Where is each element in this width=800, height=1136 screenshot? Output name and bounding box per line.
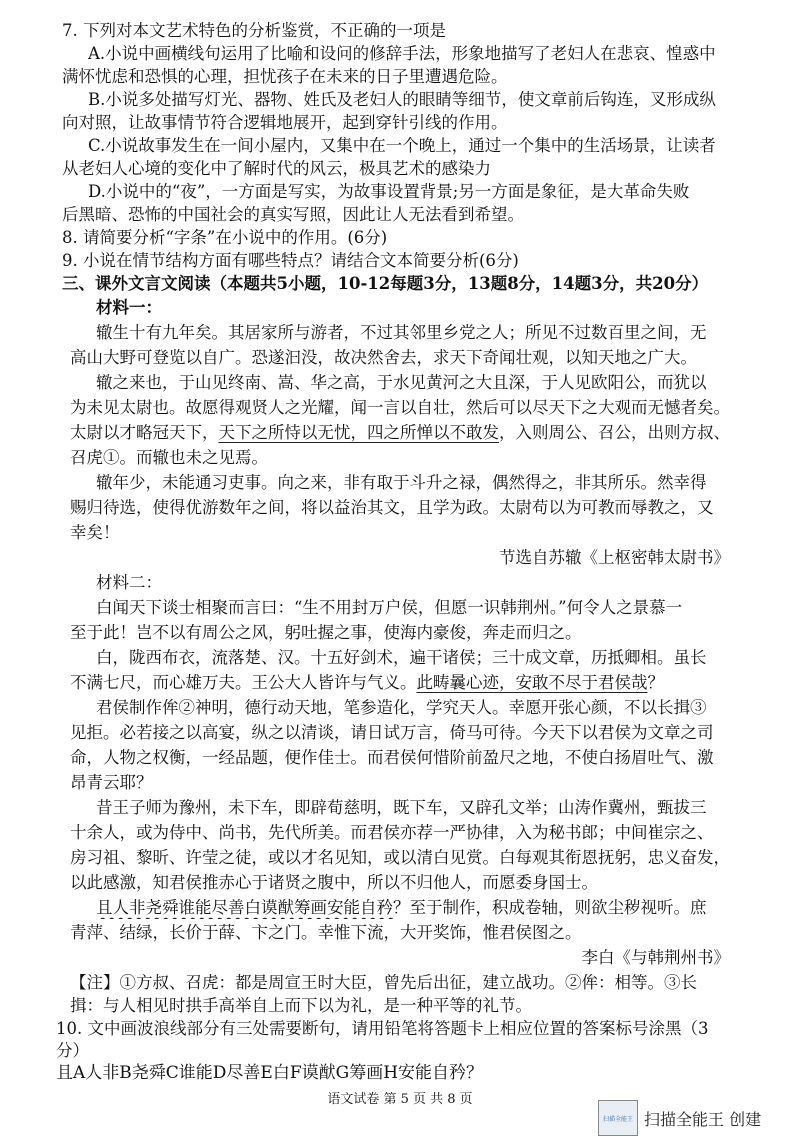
- wavy-underlined-passage: 且人非尧舜谁能尽善白谟猷筹画安能自矜: [96, 898, 393, 917]
- material-1-p2-line2: 为未见太尉也。故愿得观贤人之光耀，闻一言以自壮，然后可以尽天下之大观而无憾者矣。: [70, 398, 730, 417]
- material-2-p4-line2: 十余人，或为侍中、尚书，先代所美。而君侯亦荐一严协律，入为秘书郎；中间崔宗之、: [70, 823, 714, 842]
- note-line2: 揖：与人相见时拱手高举自上而下以为礼，是一种平等的礼节。: [70, 996, 532, 1015]
- material-2-p3-line4: 昂青云耶？: [70, 773, 153, 792]
- material-1-p3-line1: 辙年少，未能通习吏事。向之来，非有取于斗升之禄，偶然得之，非其所乐。然幸得: [96, 473, 707, 492]
- material-1-p3-line3: 幸矣！: [70, 523, 120, 542]
- camscanner-text: 扫描全能王 创建: [644, 1109, 762, 1129]
- material-1-p2-line3-post: ，入则周公、召公，出则方叔、: [499, 423, 730, 442]
- q10-line1: 10. 文中画波浪线部分有三处需要断句，请用铅笔将答题卡上相应位置的答案标号涂黑（3: [56, 1019, 709, 1038]
- section-3-heading: 三、课外文言文阅读（本题共5小题，10-12每题3分，13题8分，14题3分，共20分）: [62, 274, 709, 293]
- material-2-p2-line2-pre: 不满七尺，而心雄万夫。王公大人皆许与气义。: [70, 673, 417, 692]
- material-1-p2-line4: 召虎①。而辙也未之见焉。: [70, 448, 268, 467]
- material-1-p2-line3-pre: 太尉以才略冠天下，: [70, 423, 219, 442]
- camscanner-stamp: [598, 1100, 761, 1136]
- camscanner-logo-icon: 扫描全能王: [598, 1100, 638, 1136]
- material-2-p3-line3: 命，人物之权衡，一经品题，便作佳士。而君侯何惜阶前盈尺之地，不使白扬眉吐气、激: [70, 748, 714, 767]
- material-1-p1-line1: 辙生十有九年矣。其居家所与游者，不过其邻里乡党之人；所见不过数百里之间，无: [96, 323, 707, 342]
- material-2-p1-line1: 白闻天下谈士相聚而言曰：“生不用封万户侯，但愿一识韩荆州。”何令人之景慕一: [96, 598, 683, 617]
- q7-option-d-line1: D.小说中的“夜”，一方面是写实，为故事设置背景;另一方面是象征，是大革命失败: [88, 182, 690, 201]
- q9: 9. 小说在情节结构方面有哪些特点？请结合文本简要分析(6分): [62, 251, 519, 270]
- q7-option-c-line1: C.小说故事发生在一间小屋内，又集中在一个晚上，通过一个集中的生活场景，让读者: [88, 136, 716, 155]
- material-2-p3-line2: 见拒。必若接之以高宴，纵之以清谈，请日试万言，倚马可待。今天下以君侯为文章之司: [70, 723, 714, 742]
- q7-stem: 7. 下列对本文艺术特色的分析鉴赏，不正确的一项是: [62, 21, 446, 40]
- material-1-heading: 材料一：: [96, 298, 162, 317]
- material-2-p3-line1: 君侯制作侔②神明，德行动天地，笔参造化，学究天人。幸愿开张心颜，不以长揖③: [96, 698, 707, 717]
- page-footer: 语文试卷 第 5 页 共 8 页: [327, 1092, 473, 1107]
- q7-option-b-line2: 向对照，让故事情节符合逻辑地展开，起到穿针引线的作用。: [62, 113, 508, 132]
- q8: 8. 请简要分析“字条”在小说中的作用。(6分): [62, 228, 388, 247]
- material-1-p2-line1: 辙之来也，于山见终南、嵩、华之高，于水见黄河之大且深，于人见欧阳公，而犹以: [96, 373, 707, 392]
- material-2-p1-line2: 至于此！岂不以有周公之风，躬吐握之事，使海内豪俊，奔走而归之。: [70, 623, 582, 642]
- q7-option-b-line1: B.小说多处描写灯光、器物、姓氏及老妇人的眼睛等细节，使文章前后钩连，叉形成纵: [88, 90, 716, 109]
- material-2-p4-line4: 以此感激，知君侯推赤心于诸贤之腹中，所以不归他人，而愿委身国士。: [70, 873, 598, 892]
- material-2-p4-line1: 昔王子师为豫州，未下车，即辟荀慈明，既下车，又辟孔文举；山涛作冀州，甄拔三: [96, 798, 707, 817]
- q7-option-a-line1: A.小说中画横线句运用了比喻和设问的修辞手法，形象地描写了老妇人在悲哀、惶惑中: [88, 44, 716, 63]
- material-2-p5-line2: 青萍、结绿，长价于薛、卞之门。幸惟下流，大开奖饰，惟君侯图之。: [70, 923, 582, 942]
- material-2-p2-line2-post: ？: [647, 673, 664, 692]
- q10-line2: 分）: [56, 1041, 89, 1060]
- underlined-sentence-2: 此畴曩心迹，安敢不尽于君侯哉: [416, 673, 648, 692]
- material-2-p2-line2: [70, 672, 752, 694]
- q7-option-a-line2: 满怀忧虑和恐惧的心理，担忧孩子在未来的日子里遭遇危险。: [62, 67, 508, 86]
- material-2-heading: 材料二：: [96, 573, 162, 592]
- material-1-p1-line2: 高山大野可登览以自广。恐遂汩没，故决然舍去，求天下奇闻壮观，以知天地之广大。: [70, 348, 697, 367]
- underlined-sentence-1: 天下之所恃以无忧，四之所惮以不敢发: [218, 423, 499, 442]
- material-2-source: 李白《与韩荆州书》: [581, 948, 730, 967]
- material-2-p5-line1-post: ？至于制作，积成卷轴，则欲尘秽视听。庶: [393, 898, 707, 917]
- material-1-source: 节选自苏辙《上枢密韩太尉书》: [499, 548, 730, 567]
- material-1-p3-line2: 赐归待选，使得优游数年之间，将以益治其文，且学为政。太尉苟以为可教而辱教之，又: [70, 498, 714, 517]
- material-2-p5-line1: [96, 897, 752, 919]
- note-line1: 【注】①方叔、召虎：都是周宣王时大臣，曾先后出征，建立战功。②侔：相等。③长: [70, 973, 697, 992]
- q7-option-c-line2: 从老妇人心境的变化中了解时代的风云，极具艺术的感染力: [62, 159, 491, 178]
- q10-options: 且A人非B尧舜C谁能D尽善E白F谟猷G筹画H安能自矜？: [56, 1063, 484, 1083]
- q7-option-d-line2: 后黑暗、恐怖的中国社会的真实写照，因此让人无法看到希望。: [62, 205, 524, 224]
- material-1-p2-line3: [70, 422, 752, 444]
- material-2-p2-line1: 白，陇西布衣，流落楚、汉。十五好剑术，遍干诸侯；三十成文章，历抵卿相。虽长: [96, 648, 707, 667]
- material-2-p4-line3: 房习祖、黎昕、许莹之徒，或以才名见知，或以清白见赏。白每观其衔恩抚躬，忠义奋发，: [70, 848, 730, 867]
